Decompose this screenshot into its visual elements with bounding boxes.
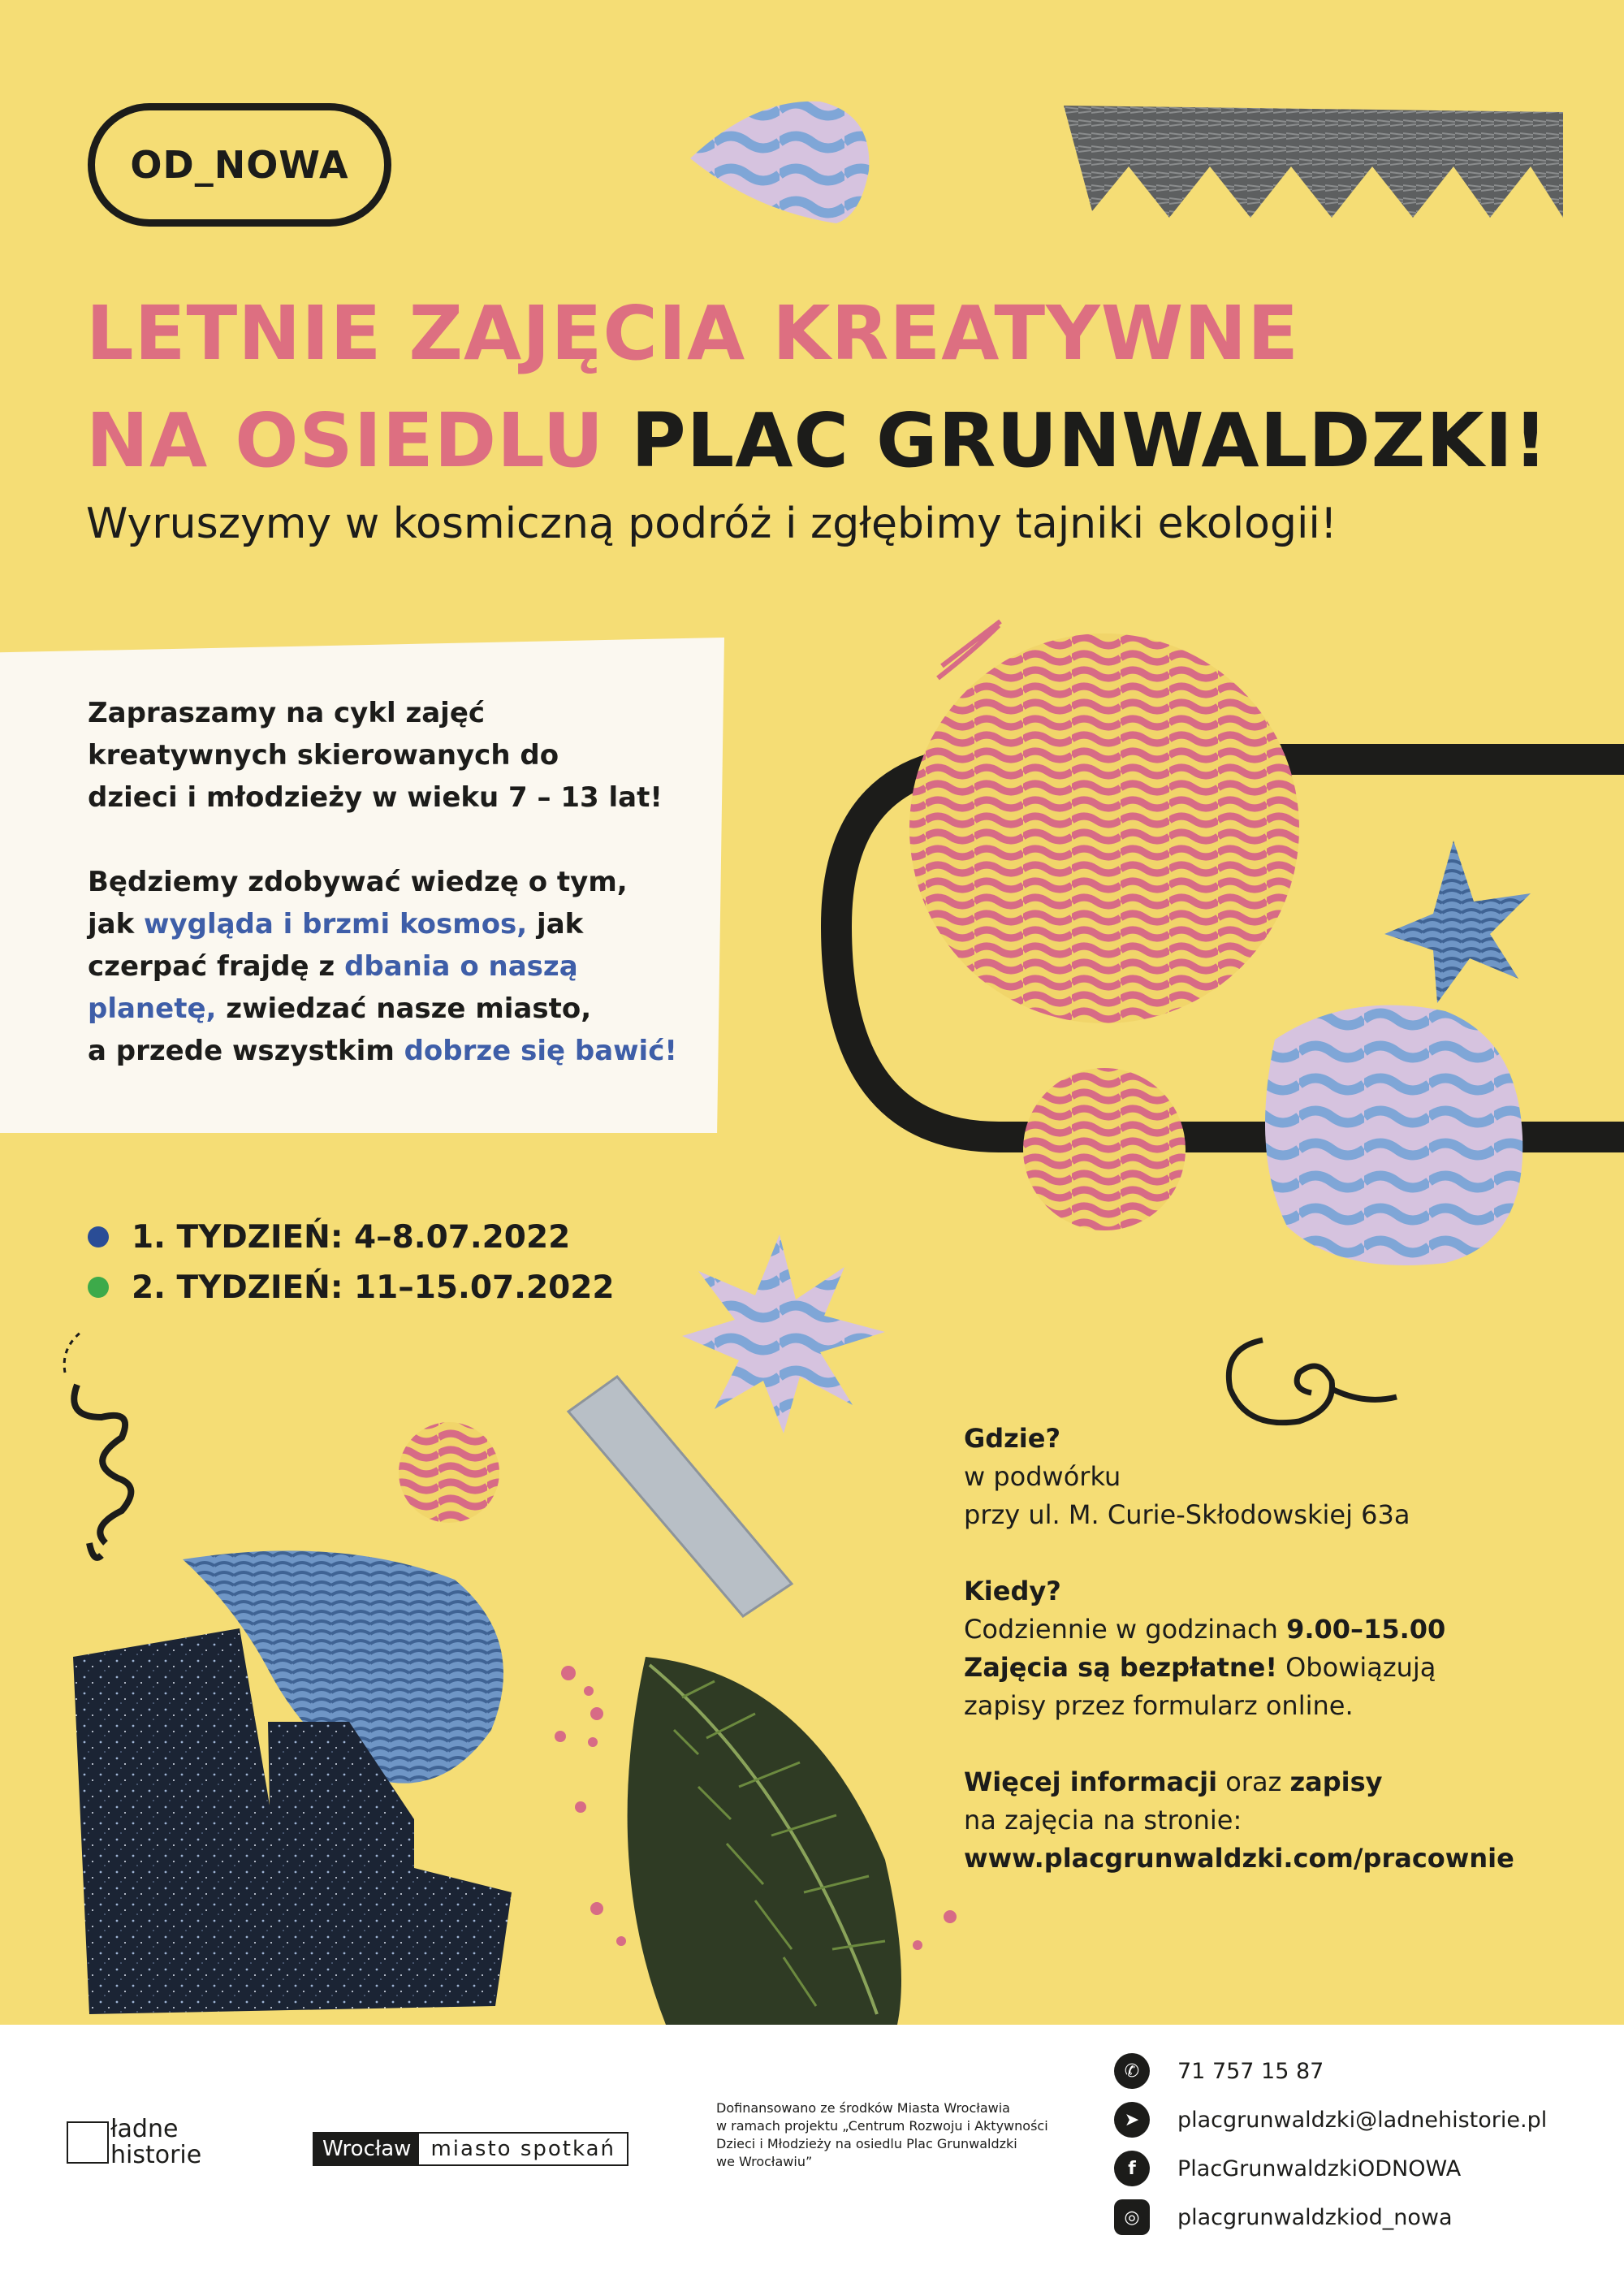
intro-line: kreatywnych skierowanych do (88, 739, 559, 772)
page-title (86, 280, 1596, 495)
where-section (964, 1420, 1605, 1534)
weeks-list (88, 1212, 614, 1312)
where-line: w podwórku (964, 1461, 1121, 1492)
event-info (964, 1420, 1605, 1916)
more-info-label: Więcej informacji (964, 1766, 1218, 1797)
instagram-icon: ◎ (1114, 2199, 1150, 2235)
title-pink-part: NA OSIEDLU (86, 397, 605, 484)
green-dot-icon (88, 1277, 109, 1298)
logo-text: OD_NOWA (130, 143, 349, 187)
contact-text: placgrunwaldzki@ladnehistorie.pl (1177, 2107, 1548, 2133)
ladne-historie-logo (67, 2117, 229, 2173)
wroclaw-logo (313, 2132, 628, 2166)
logo-square-icon (67, 2121, 109, 2164)
phone-icon: ✆ (1114, 2053, 1150, 2089)
send-icon: ➤ (1114, 2102, 1150, 2138)
pink-marble-planet (909, 633, 1299, 1023)
where-title: Gdzie? (964, 1423, 1061, 1454)
funding-line: w ramach projektu „Centrum Rozwoju i Aktywności (716, 2118, 1048, 2134)
week-item-1 (88, 1212, 614, 1262)
week-item-2 (88, 1262, 614, 1312)
when-line: zapisy przez formularz online. (964, 1690, 1354, 1721)
intro-text-part: jak (88, 908, 145, 940)
intro-paragraph-2 (88, 861, 705, 1072)
when-line: Obowiązują (1276, 1652, 1436, 1683)
week-label: 1. TYDZIEŃ: 4–8.07.2022 (132, 1218, 571, 1256)
intro-text-part: czerpać frajdę z (88, 950, 345, 983)
blue-marble-planet (1265, 1005, 1522, 1265)
silver-foil-strip (568, 1377, 792, 1616)
funding-note (716, 2099, 1082, 2171)
small-pink-planet-left (399, 1422, 499, 1523)
contact-facebook[interactable] (1114, 2144, 1547, 2193)
intro-line: Zapraszamy na cykl zajęć (88, 697, 486, 729)
website-link[interactable]: www.placgrunwaldzki.com/pracownie (964, 1843, 1514, 1874)
funding-line: Dzieci i Młodzieży na osiedlu Plac Grunwaldzki (716, 2136, 1017, 2151)
contact-text: PlacGrunwaldzkiODNOWA (1177, 2155, 1462, 2181)
intro-line: Będziemy zdobywać wiedzę o tym, (88, 866, 628, 898)
title-line-1: LETNIE ZAJĘCIA KREATYWNE (86, 290, 1300, 377)
black-spiral-left (74, 1385, 131, 1558)
intro-text-part: a przede wszystkim (88, 1035, 404, 1067)
intro-text-part: jak (527, 908, 584, 940)
when-title: Kiedy? (964, 1576, 1061, 1606)
wroclaw-logo-slogan: miasto spotkań (419, 2134, 627, 2164)
funding-line: we Wrocławiu” (716, 2154, 813, 2169)
logo-word: historie (110, 2141, 202, 2169)
gray-zigzag-strip (1064, 106, 1563, 218)
intro-highlight: wygląda i brzmi kosmos, (144, 908, 528, 940)
title-line-2 (86, 387, 1596, 495)
intro-text (88, 692, 705, 1114)
pink-squiggle (938, 621, 1000, 678)
when-hours: 9.00–15.00 (1286, 1614, 1446, 1645)
ladne-historie-text (110, 2117, 201, 2168)
wroclaw-logo-name: Wrocław (314, 2134, 419, 2164)
more-text: na zajęcia na stronie: (964, 1805, 1242, 1835)
marble-teardrop-shape (690, 102, 869, 223)
dotted-line-left (64, 1332, 81, 1373)
od-nowa-logo (88, 103, 391, 227)
intro-paragraph-1 (88, 692, 705, 819)
blue-star (1384, 841, 1531, 1003)
blue-dot-icon (88, 1226, 109, 1247)
facebook-icon: f (1114, 2151, 1150, 2186)
more-text: oraz (1217, 1766, 1290, 1797)
subtitle: Wyruszymy w kosmiczną podróż i zgłębimy tajniki ekologii! (86, 499, 1337, 548)
week-label: 2. TYDZIEŃ: 11–15.07.2022 (132, 1269, 615, 1306)
black-spiral-right (1229, 1340, 1397, 1423)
when-section (964, 1572, 1605, 1725)
blue-burst-star (682, 1234, 885, 1433)
contact-text: 71 757 15 87 (1177, 2058, 1324, 2084)
title-dark-part: PLAC GRUNWALDZKI! (631, 397, 1548, 484)
small-pink-planet (1023, 1068, 1186, 1230)
logo-word: ładne (110, 2115, 179, 2143)
contact-text: placgrunwaldzkiod_nowa (1177, 2204, 1453, 2230)
contact-list (1114, 2047, 1547, 2242)
intro-highlight: dbania o naszą (344, 950, 578, 983)
intro-line: dzieci i młodzieży w wieku 7 – 13 lat! (88, 781, 663, 814)
intro-text-part: zwiedzać nasze miasto, (216, 992, 592, 1025)
funding-line: Dofinansowano ze środków Miasta Wrocławia (716, 2100, 1010, 2116)
contact-instagram[interactable] (1114, 2193, 1547, 2242)
contact-phone[interactable] (1114, 2047, 1547, 2095)
free-notice: Zajęcia są bezpłatne! (964, 1652, 1277, 1683)
where-address: przy ul. M. Curie-Skłodowskiej 63a (964, 1499, 1410, 1530)
intro-highlight: planetę, (88, 992, 217, 1025)
more-section (964, 1763, 1605, 1878)
signup-label: zapisy (1289, 1766, 1383, 1797)
contact-email[interactable] (1114, 2095, 1547, 2144)
when-line: Codziennie w godzinach (964, 1614, 1287, 1645)
intro-highlight: dobrze się bawić! (404, 1035, 677, 1067)
